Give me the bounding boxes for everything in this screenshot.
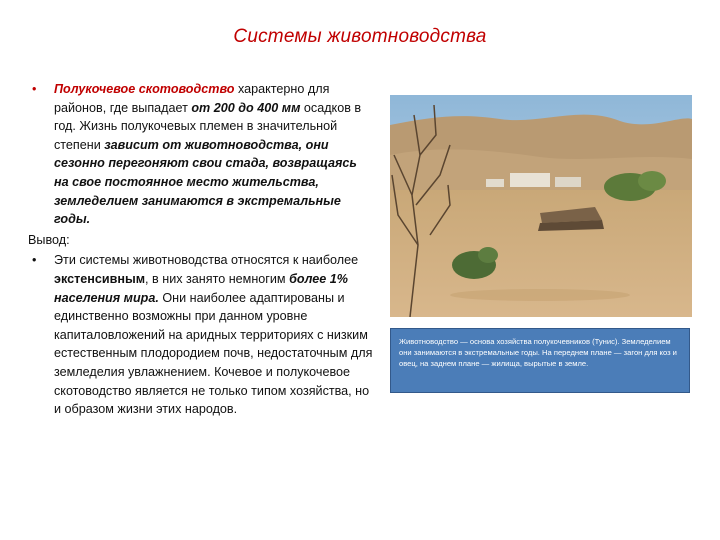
text-segment: характерно для районов, где выпадает [54,82,330,115]
text-segment: осадков в год. Жизнь полукочевых племен в значительной степени [54,100,362,152]
text-segment: Они наиболее адаптированы и единственно возможны при данном уровне капиталовложений на аридных территориях с низким естественным плодородием почв, недостаточным для земледелия увлажнением. Кочевое и полукочевое скотоводство является не только типом хозяйства, но и образом жизни этих народов. [54,290,373,417]
bullet-marker: • [32,82,37,96]
desert-photo [390,95,692,317]
slide-title: Системы животноводства [233,26,487,47]
conclusion-label: Вывод: [28,232,70,247]
dependency-text: зависит от животноводства, они сезонно перегоняют свои стада, возвращаясь на свое постоянное место жительства, земледелием занимаются в экстремальные годы. [54,137,357,227]
population-share: более 1% населения мира. [54,271,348,305]
text-body [28,80,373,419]
bullet-marker: • [32,253,37,268]
text-segment: , в них занято немногим [145,271,290,286]
term-semi-nomadic: Полукочевое скотоводство [54,82,235,96]
bullet-conclusion [28,251,373,418]
precipitation-value: от 200 до 400 мм [191,100,301,115]
photo-caption: Животноводство — основа хозяйства полукочевников (Тунис). Земледелием они занимаются в экстремальные годы. На переднем плане — загон для коз и овец, на заднем плане — жилища, вырытые в земле. [390,328,690,393]
text-segment: Эти системы животноводства относятся к наиболее [54,253,359,268]
extensive-term: экстенсивным [54,271,146,286]
bullet-semi-nomadic [28,80,373,229]
